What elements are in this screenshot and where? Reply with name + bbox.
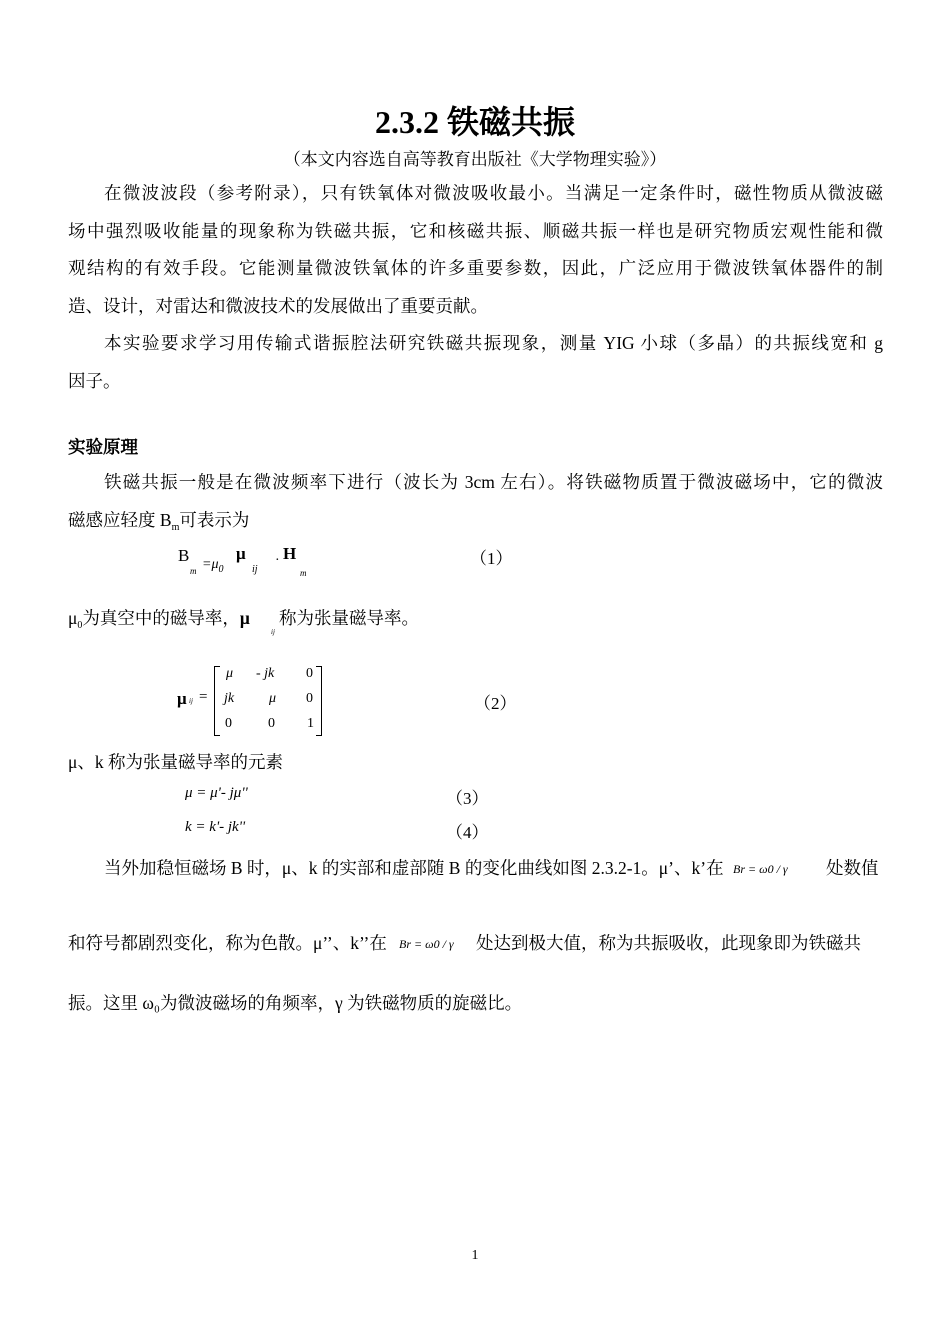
matrix-cell: - jk — [256, 666, 275, 681]
matrix-cell: jk — [224, 691, 235, 706]
principle-p2-line3: 振。这里 ω₀为微波磁场的角频率，γ 为铁磁物质的旋磁比。 — [68, 993, 523, 1013]
text-line: 铁磁共振一般是在微波频率下进行（波长为 3cm 左右）。将铁磁物质置于微波磁场中，它的微波 — [104, 472, 883, 492]
equation-1-number: （1） — [470, 549, 513, 568]
intro-paragraph-1 — [68, 175, 883, 325]
matrix-cell: μ — [226, 666, 234, 681]
equation-4: k = k'- jk'' — [185, 819, 246, 835]
matrix-cell: μ — [269, 691, 277, 706]
text-line: 本实验要求学习用传输式谐振腔法研究铁磁共振现象，测量 YIG 小球（多晶）的共振线宽和 g — [104, 333, 883, 353]
elements-description: μ、k 称为张量磁导率的元素 — [68, 752, 284, 772]
equation-2-eq: = — [199, 689, 208, 705]
equation-3: μ = μ'- jμ'' — [185, 785, 248, 801]
matrix-left-bracket — [214, 666, 220, 736]
equation-1-tensor-sub: ij — [252, 564, 258, 575]
intro-paragraph-2 — [68, 325, 883, 400]
matrix-right-bracket — [316, 666, 322, 736]
equation-2-number: （2） — [474, 694, 517, 713]
principle-p2-line1-text: 当外加稳恒磁场 B 时，μ、k 的实部和虚部随 B 的变化曲线如图 2.3.2-1。μ’、k’在 — [104, 858, 724, 878]
equation-2-lhs: μ — [177, 689, 187, 708]
equation-1-H: H — [283, 544, 297, 563]
section-heading: 实验原理 — [68, 437, 138, 457]
equation-1-tensor: μ — [236, 544, 246, 563]
formula-resonance-field: Br = ω0 / γ — [733, 862, 788, 876]
formula-resonance-field: Br = ω0 / γ — [399, 937, 454, 951]
principle-p2-line2-tail: 处达到极大值，称为共振吸收，此现象即为铁磁共 — [476, 933, 861, 953]
mu0-description-sub: ij — [271, 628, 275, 636]
principle-paragraph-1 — [68, 464, 883, 539]
equation-1: B — [178, 546, 190, 565]
text-line: 造、设计，对雷达和微波技术的发展做出了重要贡献。 — [68, 295, 488, 316]
mu0-description: $\mu_0$为真空中的磁导率，μ — [68, 608, 250, 631]
matrix-cell: 0 — [225, 716, 232, 731]
matrix-cell: 0 — [306, 666, 313, 681]
matrix-cell: 0 — [306, 691, 313, 706]
text-line: 在微波波段（参考附录），只有铁氧体对微波吸收最小。当满足一定条件时，磁性物质从微波磁 — [104, 183, 883, 203]
equation-4-number: （4） — [446, 823, 489, 842]
page-number: 1 — [471, 1248, 479, 1263]
equation-3-number: （3） — [446, 789, 489, 808]
equation-1-rhs: $=\mu_0$ — [202, 557, 224, 575]
text-line: 磁感应轻度 $B_m$可表示为 — [68, 509, 250, 533]
principle-p2-line1-tail: 处数值 — [826, 858, 879, 878]
equation-1-H-sub: m — [300, 568, 307, 578]
page-subtitle: （本文内容选自高等教育出版社《大学物理实验》） — [283, 150, 667, 169]
page-title: 2.3.2 铁磁共振 — [374, 104, 575, 140]
matrix-cell: 1 — [307, 716, 314, 731]
equation-2-lhs-sub: ij — [189, 697, 193, 705]
text-line: 场中强烈吸收能量的现象称为铁磁共振，它和核磁共振、顺磁共振一样也是研究物质宏观性能和微 — [68, 220, 883, 241]
equation-1-lhs-sub: m — [190, 566, 197, 576]
matrix-cell: 0 — [268, 716, 275, 731]
text-line: 观结构的有效手段。它能测量微波铁氧体的许多重要参数，因此，广泛应用于微波铁氧体器件的制 — [68, 258, 883, 279]
equation-1-dot: · — [275, 553, 280, 568]
text-line: 因子。 — [68, 370, 121, 391]
principle-p2-line2-text: 和符号都剧烈变化，称为色散。μ’’、k’’在 — [68, 933, 387, 953]
mu0-description-tail: 称为张量磁导率。 — [279, 608, 419, 628]
